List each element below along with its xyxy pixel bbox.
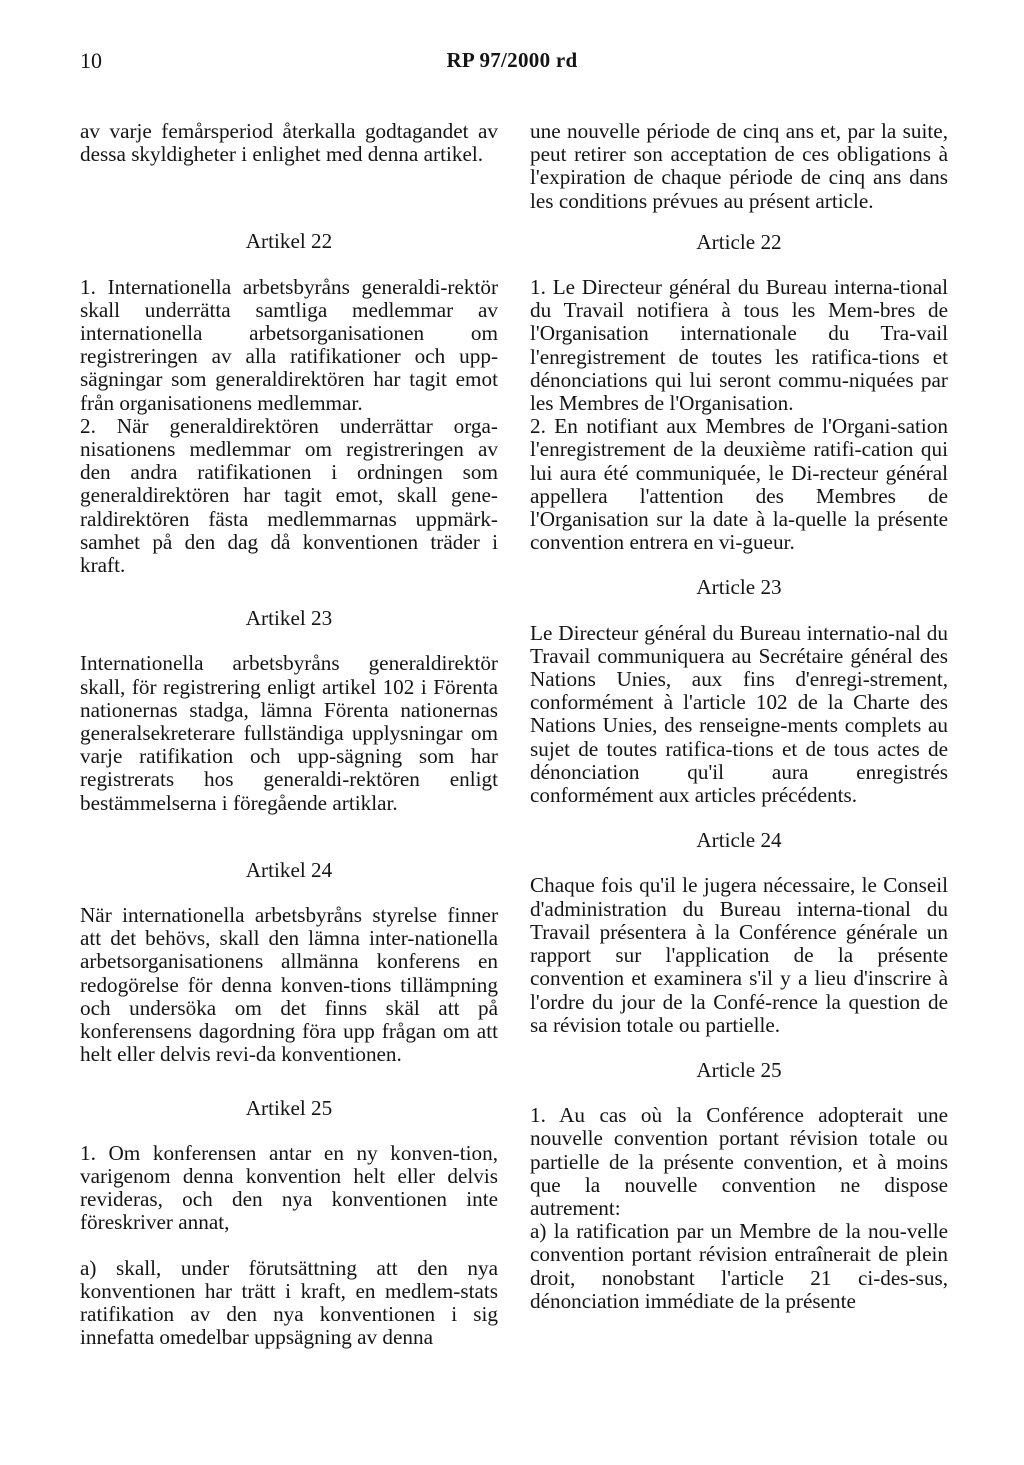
french-column: [530, 120, 948, 1313]
sv-article-23-heading: Artikel 23: [245, 606, 333, 631]
sv-article-22-paragraph-1: 1. Internationella arbetsbyråns generaldi-rektör skall underrätta samtliga medlemmar av internationella arbetsorganisationen om registreringen av alla ratifikationer och upp-sägningar som generaldirektören har tagit emot från organisationens medlemmar.: [80, 274, 498, 415]
running-head: RP 97/2000 rd: [446, 48, 578, 72]
fr-intro-paragraph: une nouvelle période de cinq ans et, par la suite, peut retirer son acceptation de ces obligations à l'expiration de chaque période de cinq ans dans les conditions prévues au présent article.: [530, 119, 948, 213]
fr-article-25-paragraph-a: a) la ratification par un Membre de la nou-velle convention portant révision entraînerait de plein droit, nonobstant l'article 21 ci-des-sus, dénonciation immédiate de la présente: [530, 1219, 948, 1313]
fr-article-25-paragraph-1: 1. Au cas où la Conférence adopterait une nouvelle convention portant révision totale ou partielle de la présente convention, et à moins que la nouvelle convention ne dispose autrement:: [530, 1103, 948, 1220]
fr-article-22-paragraph-2: 2. En notifiant aux Membres de l'Organi-sation l'enregistrement de la deuxième ratifi-cation qui lui aura été communiquée, le Di-recteur général appellera l'attention des Membres de l'Organisation sur la date à la-quelle la présente convention entrera en vi-gueur.: [530, 414, 948, 555]
fr-article-24-paragraph-1: Chaque fois qu'il le jugera nécessaire, le Conseil d'administration du Bureau interna-tional du Travail présentera à la Conférence générale un rapport sur l'application de la présente convention et examinera s'il y a lieu d'inscrire à l'ordre du jour de la Confé-rence la question de sa révision totale ou partielle.: [530, 873, 948, 1037]
sv-article-23-paragraph-1: Internationella arbetsbyråns generaldirektör skall, för registrering enligt artikel 102 i Förenta nationernas stadga, lämna Förenta nationernas generalsekreterare fullständiga upplysningar om varje ratifikation och upp-sägning som har registrerats hos generaldi-rektören enligt bestämmelserna i föregående artiklar.: [80, 651, 498, 815]
swedish-column: [80, 120, 498, 1349]
page-number: 10: [80, 48, 102, 73]
sv-article-22-paragraph-2: 2. När generaldirektören underrättar orga-nisationens medlemmar om registreringen av den andra ratifikationen i ordningen som generaldirektören har tagit emot, skall gene-raldirektören fästa medlemmarnas uppmärk-samhet på den dag då konventionen träder i kraft.: [80, 413, 498, 578]
sv-article-24-paragraph-1: När internationella arbetsbyråns styrelse finner att det behövs, skall den lämna inter-nationella arbetsorganisationens allmänna konferens en redogörelse för denna konven-tions tillämpning och undersöka om det finns skäl att på konferensens dagordning föra upp frågan om att helt eller delvis revi-da konventionen.: [80, 903, 498, 1067]
fr-article-24-heading: Article 24: [696, 828, 782, 853]
sv-article-22-heading: Artikel 22: [245, 229, 333, 254]
sv-article-25-paragraph-a: a) skall, under förutsättning att den nya konventionen har trätt i kraft, en medlem-stats ratifikation av den nya konventionen i sig innefatta omedelbar uppsägning av denna: [80, 1255, 498, 1350]
fr-article-22-heading: Article 22: [696, 229, 782, 254]
fr-article-23-paragraph-1: Le Directeur général du Bureau internatio-nal du Travail communiquera au Secrétaire général des Nations Unies, aux fins d'enregi-strement, conformément à l'article 102 de la Charte des Nations Unies, des renseigne-ments complets au sujet de toutes ratifica-tions et de tous actes de dénonciation qu'il aura enregistrés conformément aux articles précédents.: [530, 620, 948, 808]
sv-article-25-paragraph-1: 1. Om konferensen antar en ny konven-tion, varigenom denna konvention helt eller delvis revideras, och den nya konventionen inte föreskriver annat,: [80, 1140, 498, 1235]
sv-article-25-heading: Artikel 25: [245, 1095, 333, 1120]
fr-article-23-heading: Article 23: [696, 575, 782, 600]
fr-article-22-paragraph-1: 1. Le Directeur général du Bureau interna-tional du Travail notifiera à tous les Mem-bres de l'Organisation internationale du Tra-vail l'enregistrement de toutes les ratifica-tions et dénonciations qui lui seront commu-niquées par les Membres de l'Organisation.: [530, 275, 948, 416]
sv-intro-paragraph: av varje femårsperiod återkalla godtagandet av dessa skyldigheter i enlighet med denna artikel.: [80, 119, 498, 167]
fr-article-25-heading: Article 25: [696, 1057, 782, 1082]
sv-article-24-heading: Artikel 24: [245, 857, 333, 882]
